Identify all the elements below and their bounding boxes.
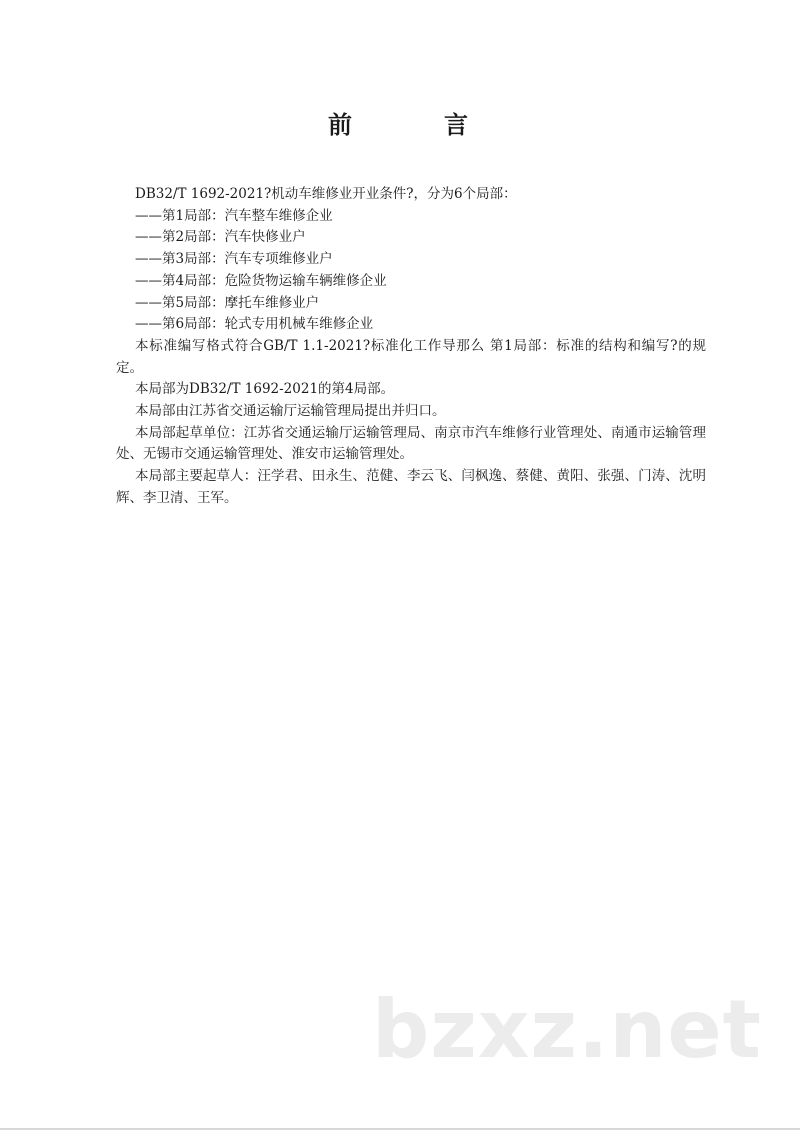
part-list-item: ——第6局部：轮式专用机械车维修企业 bbox=[135, 316, 374, 333]
drafting-units-paragraph: 本局部起草单位：江苏省交通运输厅运输管理局、南京市汽车维修行业管理处、南通市运输管理处、无锡市交通运输管理处、淮安市运输管理处。 bbox=[116, 424, 706, 463]
page-bottom-divider bbox=[0, 1128, 800, 1130]
page-title: 前 言 bbox=[328, 111, 502, 139]
part-list-item: ——第1局部：汽车整车维修企业 bbox=[135, 207, 333, 224]
format-paragraph: 本标准编写格式符合GB/T 1.1-2021?标准化工作导那么 第1局部：标准的结构和编写?的规定。 bbox=[116, 337, 706, 376]
part-list-item: ——第5局部：摩托车维修业户 bbox=[135, 294, 320, 311]
part-list-item: ——第2局部：汽车快修业户 bbox=[135, 229, 306, 246]
part-list-item: ——第4局部：危险货物运输车辆维修企业 bbox=[135, 272, 387, 289]
watermark-logo: bzxz.net bbox=[372, 983, 762, 1076]
part-list-item: ——第3局部：汽车专项维修业户 bbox=[135, 251, 333, 268]
drafters-paragraph: 本局部主要起草人：汪学君、田永生、范健、李云飞、闫枫逸、蔡健、黄阳、张强、门涛、沈明辉、李卫清、王军。 bbox=[116, 468, 706, 506]
intro-paragraph: DB32/T 1692-2021?机动车维修业开业条件?，分为6个局部： bbox=[135, 186, 517, 202]
document-body bbox=[116, 184, 706, 510]
part-statement-paragraph: 本局部为DB32/T 1692-2021的第4局部。 bbox=[135, 381, 395, 398]
proposer-paragraph: 本局部由江苏省交通运输厅运输管理局提出并归口。 bbox=[135, 403, 446, 420]
